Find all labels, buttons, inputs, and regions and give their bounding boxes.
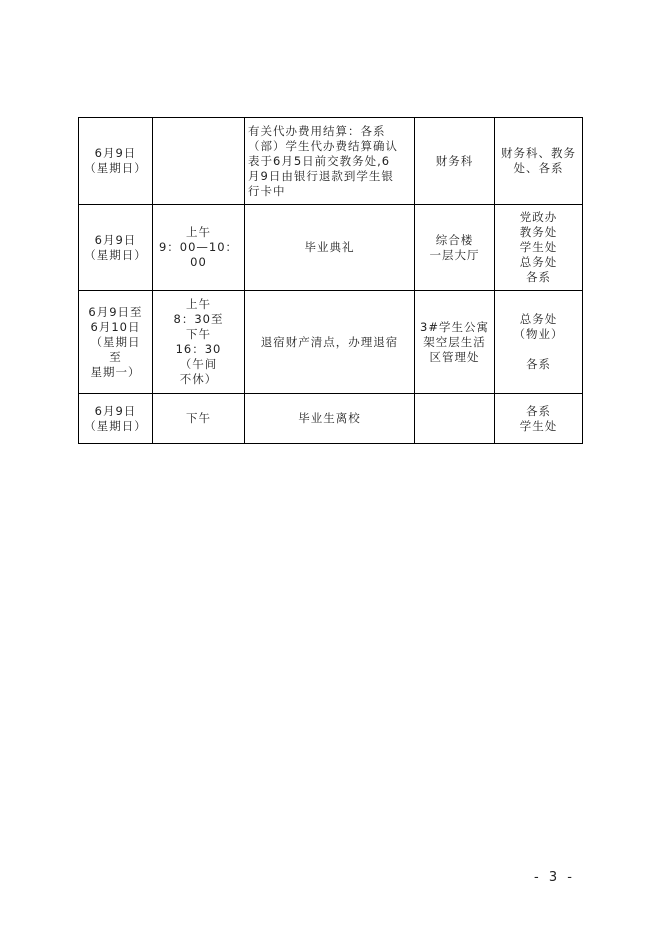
location-line: 3#学生公寓	[420, 319, 489, 334]
responsible-line: 教务处	[519, 225, 558, 239]
table-row	[79, 291, 583, 394]
time-line: 8：30至	[173, 312, 224, 326]
responsible-line: 学生处	[519, 240, 558, 254]
time-line: 不休）	[179, 372, 218, 386]
date-cell	[79, 118, 153, 205]
content-line: 毕业典礼	[304, 240, 355, 254]
location-cell	[415, 205, 495, 291]
responsible-cell	[495, 205, 583, 291]
location-cell	[415, 291, 495, 394]
date-line: 6月9日	[94, 146, 137, 160]
time-line: 9：00—10：	[158, 240, 239, 254]
page-number: - 3 -	[534, 870, 575, 885]
responsible-cell	[495, 118, 583, 205]
responsible-line: （物业）	[513, 327, 564, 341]
time-cell	[153, 118, 245, 205]
content-line: 毕业生离校	[298, 411, 361, 425]
table-row	[79, 205, 583, 291]
content-cell	[245, 394, 415, 444]
time-cell	[153, 394, 245, 444]
date-cell	[79, 291, 153, 394]
time-line: 上午	[186, 297, 211, 311]
time-line: 上午	[186, 225, 211, 239]
date-line: 6月9日	[94, 403, 137, 418]
date-line: （星期日）	[84, 161, 147, 175]
location-line: 财务科	[435, 153, 474, 168]
location-cell	[415, 118, 495, 205]
responsible-line: 各系	[526, 270, 551, 284]
responsible-line: 学生处	[519, 418, 558, 433]
responsible-line: 处、各系	[513, 161, 564, 175]
date-line: 至	[109, 349, 122, 364]
responsible-cell	[495, 291, 583, 394]
time-line: 下午	[186, 327, 211, 341]
responsible-line: 党政办	[519, 210, 558, 224]
responsible-cell	[495, 394, 583, 444]
date-line: 6月10日	[90, 319, 141, 334]
time-cell	[153, 205, 245, 291]
location-line: 一层大厅	[429, 247, 480, 262]
time-line: 16：30	[175, 342, 222, 356]
content-cell	[245, 291, 415, 394]
date-line: 星期一）	[90, 364, 141, 379]
date-line: 6月9日	[94, 232, 137, 247]
table-row	[79, 394, 583, 444]
responsible-line: 各系	[526, 357, 551, 371]
time-cell	[153, 291, 245, 394]
date-line: （星期日）	[84, 418, 147, 433]
content-line: 退宿财产清点，办理退宿	[260, 334, 399, 349]
date-line: （星期日	[90, 334, 141, 349]
responsible-line: 各系	[526, 403, 551, 418]
responsible-line: 总务处	[519, 255, 558, 269]
content-line: 行卡中	[248, 183, 286, 198]
schedule-table	[78, 117, 583, 444]
content-line: 月9日由银行退款到学生银	[248, 168, 394, 183]
time-line: 00	[190, 255, 207, 269]
date-cell	[79, 205, 153, 291]
location-line: 综合楼	[435, 232, 474, 247]
content-line: 表于6月5日前交教务处,6	[248, 153, 391, 168]
table-row	[79, 118, 583, 205]
location-line: 区管理处	[429, 349, 480, 364]
time-line: 下午	[186, 411, 211, 425]
content-line: 有关代办费用结算：各系	[248, 123, 386, 138]
time-line: （午间	[179, 357, 218, 371]
date-line: （星期日）	[84, 247, 147, 262]
location-cell	[415, 394, 495, 444]
content-line: （部）学生代办费结算确认	[248, 138, 398, 153]
content-cell	[245, 205, 415, 291]
date-cell	[79, 394, 153, 444]
date-line: 6月9日至	[88, 304, 143, 319]
location-line: 架空层生活	[423, 334, 486, 349]
responsible-line: 财务科、教务	[501, 146, 576, 160]
content-cell	[245, 118, 415, 205]
responsible-line: 总务处	[519, 312, 558, 326]
responsible-line	[498, 342, 579, 357]
